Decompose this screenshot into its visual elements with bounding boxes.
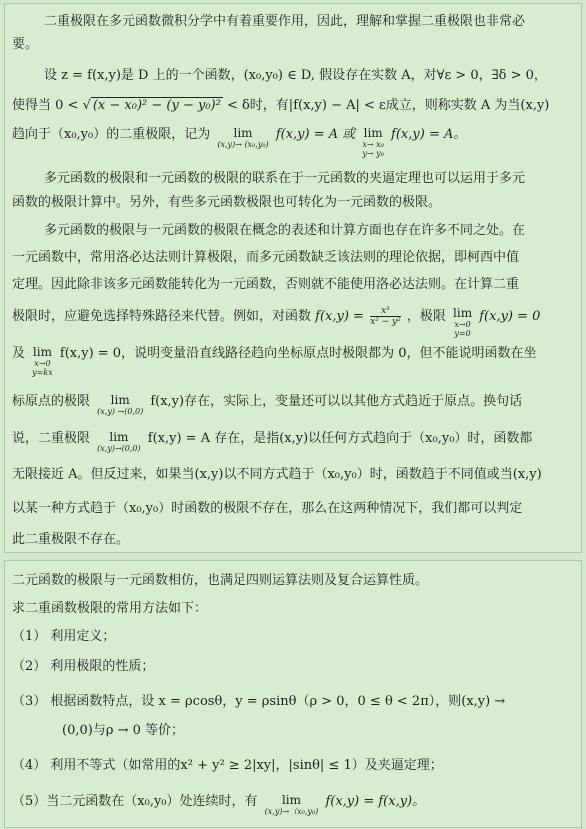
limit-notation: lim x→0 y=kx <box>32 345 53 377</box>
method-item-3-line2: (0,0)与ρ → 0 等价； <box>62 723 185 738</box>
para4-line5: 及 lim x→0 y=kx f(x,y) = 0，说明变量沿直线路径趋向坐标原点时极限都为 0，但不能说明函数在坐 <box>12 345 537 377</box>
definition-line2: 使得当 0 < √ (x − x₀)² − (y − y₀)² < δ时，有|f(x,y) − A| < ε成立，则称实数 A 为当(x,y) <box>12 98 550 113</box>
para4-line6: 标原点的极限 lim (x,y) →(0,0) f(x,y)存在，实际上，变量还可以以其他方式趋近于原点。换句话 <box>12 393 523 416</box>
para4-line7: 说，二重极限 lim (x,y)→(0,0) f(x,y) = A 存在，是指(x,y)以任何方式趋向于（x₀,y₀）时，函数都 <box>12 430 533 453</box>
fraction: $\frac{\text{x³}}{\text{x² − y²}}$ <box>370 306 401 327</box>
methods-title: 求二重函数极限的常用方法如下： <box>12 601 208 616</box>
summary-intro: 二元函数的极限与一元函数相仿，也满足四则运算法则及复合运算性质。 <box>12 573 429 588</box>
limit-notation: lim x→ x₀ y→ y₀ <box>362 126 384 158</box>
limit-notation: lim (x,y)→(0,0) <box>97 430 141 453</box>
method-item-5: （5）当二元函数在（x₀,y₀）处连续时，有 lim (x,y)→（x₀,y₀) f(x,y) = f(x,y)。 <box>12 793 426 816</box>
para4-line3: 定理。因此除非该多元函数能转化为一元函数，否则就不能使用洛必达法则。在计算二重 <box>12 277 520 292</box>
para1-line2: 要。 <box>12 37 39 52</box>
para4-line1: 多元函数的极限与一元函数的极限在概念的表述和计算方面也存在许多不同之处。在 <box>44 223 526 238</box>
para4-line4: 极限时，应避免选择特殊路径来代替。例如，对函数 f(x,y) = $\frac{\text{x³}}{\text{x² − y²}}$ ，极限 lim x→0 y=0 f(x,y) = 0 <box>12 306 541 338</box>
limit-notation: lim (x,y)→（x₀,y₀) <box>264 793 319 816</box>
method-item-3-line1: （3） 根据函数特点，设 x = ρcosθ，y = ρsinθ（ρ > 0，0 ≤ θ < 2π），则(x,y) → <box>12 694 506 709</box>
para4-line10: 此二重极限不存在。 <box>12 532 130 547</box>
definition-line3: 趋向于（x₀,y₀）的二重极限，记为 lim (x,y)→ (x₀,y₀) f(x,y) = A 或 lim x→ x₀ y→ y₀ f(x,y) = A。 <box>12 126 467 158</box>
method-item-2: （2） 利用极限的性质； <box>12 659 155 674</box>
para4-line2: 一元函数中，常用洛必达法则计算极限，而多元函数缺乏该法则的理论依据，即柯西中值 <box>12 250 520 265</box>
sqrt-expression: (x − x₀)² − (y − y₀)² <box>92 98 221 113</box>
method-item-1: （1） 利用定义； <box>12 629 116 644</box>
para1-line1: 二重极限在多元函数微积分学中有着重要作用，因此，理解和掌握二重极限也非常必 <box>44 14 526 29</box>
method-item-4: （4） 利用不等式（如常用的x² + y² ≥ 2|xy|，|sinθ| ≤ 1）及夹逼定理； <box>12 758 443 773</box>
limit-notation: lim (x,y) →(0,0) <box>97 393 144 416</box>
para3-line2: 函数的极限计算中。另外，有些多元函数极限也可转化为一元函数的极限。 <box>12 195 442 210</box>
para4-line8: 无限接近 A。但反过来，如果当(x,y)以不同方式趋于（x₀,y₀）时，函数趋于不同值或当(x,y) <box>12 467 542 482</box>
limit-notation: lim (x,y)→ (x₀,y₀) <box>217 126 269 149</box>
definition-line1: 设 z = f(x,y)是 D 上的一个函数，(x₀,y₀) ∈ D, 假设存在实数 A，对∀ε > 0，∃δ > 0， <box>44 68 547 83</box>
limit-notation: lim x→0 y=0 <box>453 306 473 338</box>
para4-line9: 以某一种方式趋于（x₀,y₀）时函数的极限不存在，那么在这两种情况下，我们都可以判定 <box>12 501 523 516</box>
para3-line1: 多元函数的极限和一元函数的极限的联系在于一元函数的夹逼定理也可以运用于多元 <box>44 171 526 186</box>
